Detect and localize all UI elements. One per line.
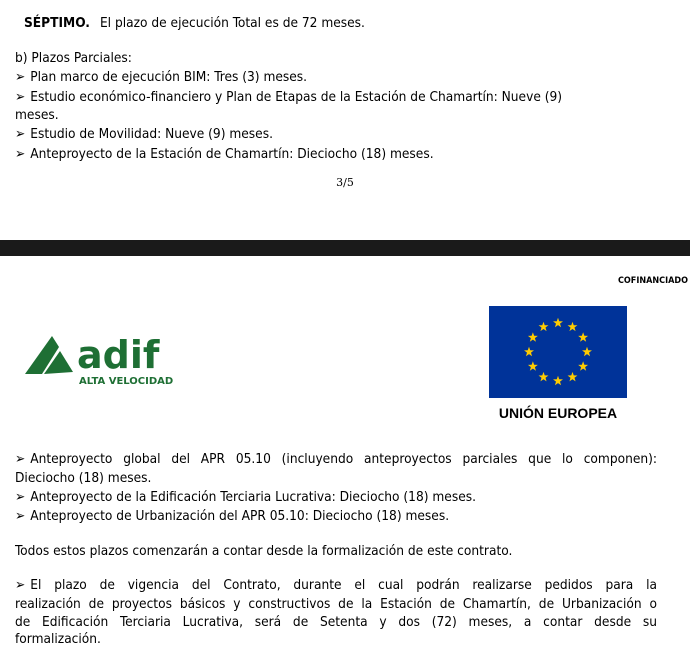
vigencia-line: formalización. — [15, 631, 101, 647]
arrowhead-bullet-icon: ➢ — [15, 89, 26, 105]
clause-label: SÉPTIMO. — [24, 15, 90, 31]
list-item-continuation: Dieciocho (18) meses. — [15, 470, 152, 486]
adif-logo-icon — [22, 330, 192, 388]
vigencia-line: realización de proyectos básicos y constructivos de la Estación de Chamartín, de Urbanización o — [15, 596, 657, 612]
arrowhead-bullet-icon: ➢ — [15, 146, 26, 162]
page-separator — [0, 240, 690, 256]
vigencia-paragraph: ➢ El plazo de vigencia del Contrato, durante el cual podrán realizarse pedidos para la — [15, 577, 657, 593]
clause-line — [15, 14, 365, 33]
list-item-continuation: meses. — [15, 107, 59, 123]
adif-name: adif — [77, 333, 160, 377]
list-item: ➢ Anteproyecto de la Estación de Chamartín: Dieciocho (18) meses. — [15, 146, 434, 162]
adif-subtitle: ALTA VELOCIDAD — [79, 376, 174, 387]
plazos-note: Todos estos plazos comenzarán a contar desde la formalización de este contrato. — [15, 543, 513, 559]
list-item: ➢ Estudio de Movilidad: Nueve (9) meses. — [15, 126, 273, 142]
arrowhead-bullet-icon: ➢ — [15, 508, 26, 524]
vigencia-line: de Edificación Terciaria Lucrativa, será de Setenta y dos (72) meses, a contar desde su — [15, 614, 657, 630]
arrowhead-bullet-icon: ➢ — [15, 451, 26, 467]
list-item: ➢ Anteproyecto de la Edificación Terciaria Lucrativa: Dieciocho (18) meses. — [15, 489, 476, 505]
clause-text: El plazo de ejecución Total es de 72 meses. — [99, 15, 365, 31]
arrowhead-bullet-icon: ➢ — [15, 69, 26, 85]
arrowhead-bullet-icon: ➢ — [15, 489, 26, 505]
cofinanciado-label: COFINANCIADO — [617, 276, 688, 286]
arrowhead-bullet-icon: ➢ — [15, 126, 26, 142]
eu-flag-icon — [489, 306, 627, 398]
list-item: ➢ Estudio económico-financiero y Plan de Etapas de la Estación de Chamartín: Nueve (9) — [15, 89, 563, 105]
list-item: ➢ Plan marco de ejecución BIM: Tres (3) meses. — [15, 69, 308, 85]
list-item: ➢ Anteproyecto global del APR 05.10 (incluyendo anteproyectos parciales que lo componen): — [15, 451, 657, 467]
page-number: 3/5 — [336, 176, 354, 189]
partial-heading: b) Plazos Parciales: — [15, 50, 132, 66]
list-item: ➢ Anteproyecto de Urbanización del APR 05.10: Dieciocho (18) meses. — [15, 508, 450, 524]
eu-name: UNIÓN EUROPEA — [498, 405, 618, 421]
arrowhead-bullet-icon: ➢ — [15, 577, 26, 593]
